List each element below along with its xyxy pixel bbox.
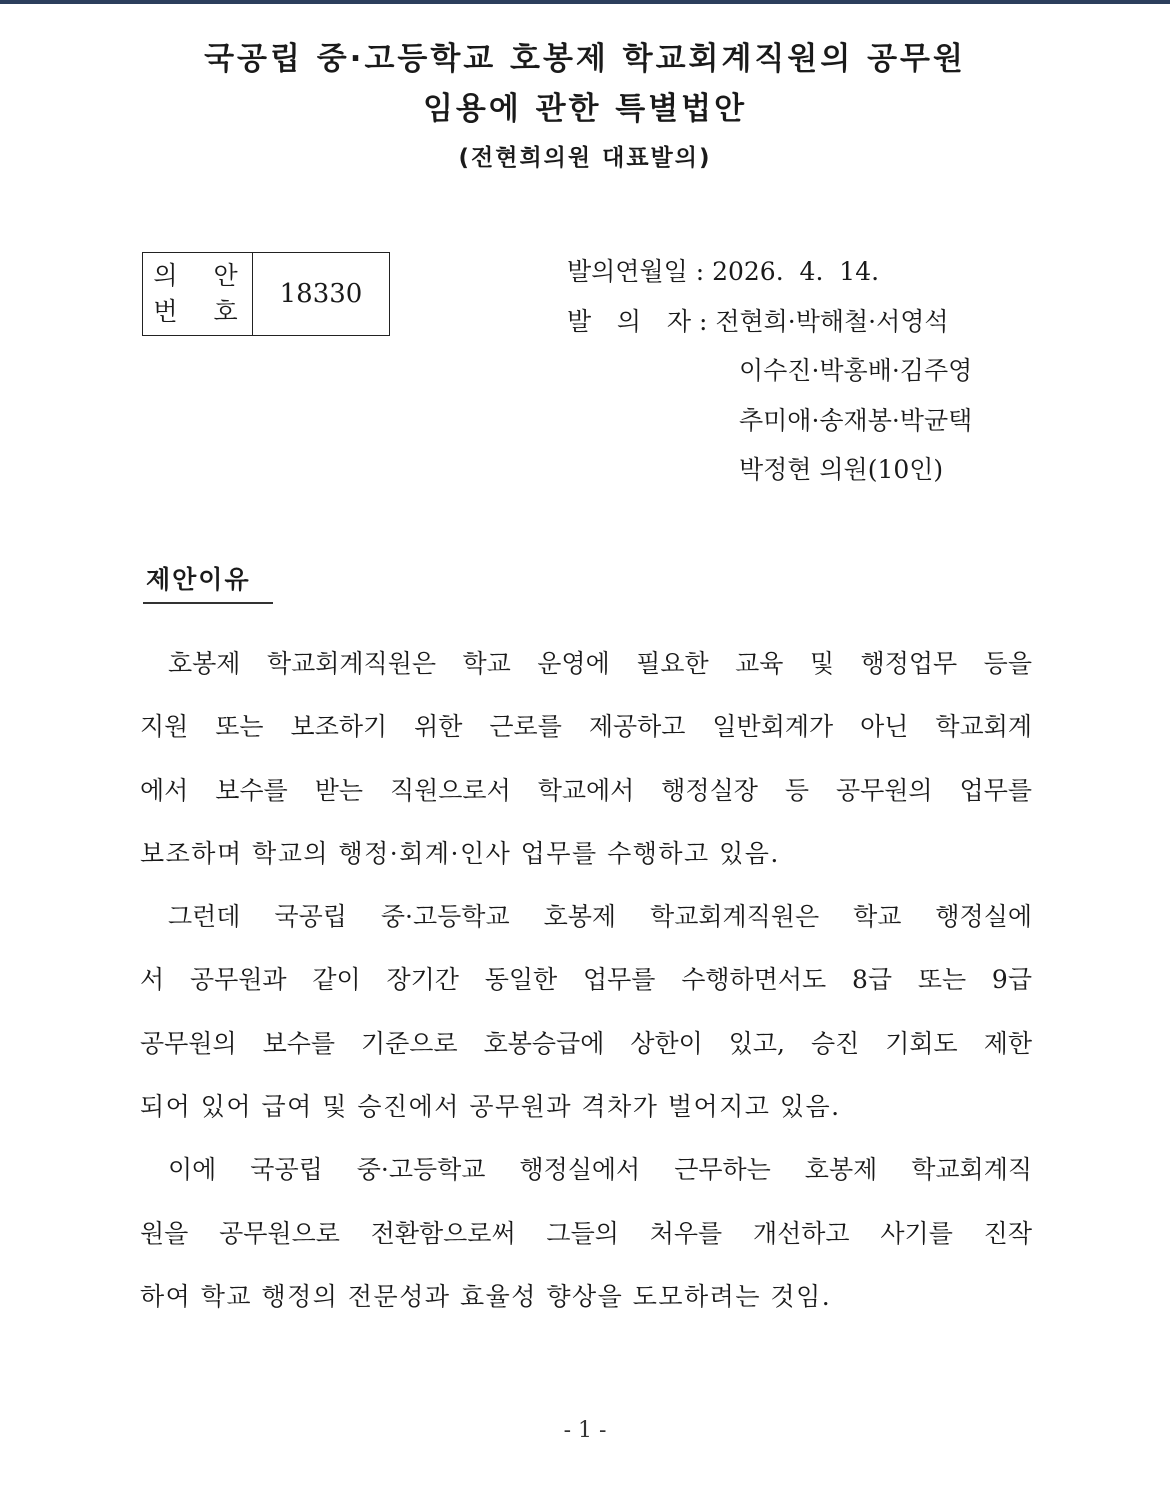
bill-title-line-1: 국공립 중·고등학교 호봉제 학교회계직원의 공무원 xyxy=(204,41,966,77)
proposer-row-continued xyxy=(567,396,972,446)
bill-metadata xyxy=(567,247,972,495)
top-border xyxy=(0,0,1170,4)
paragraph-line: 이에 국공립 중·고등학교 행정실에서 근무하는 호봉제 학교회계직 xyxy=(168,1155,1032,1185)
date-colon: : xyxy=(687,257,713,286)
paragraph-line: 지원 또는 보조하기 위한 근로를 제공하고 일반회계가 아닌 학교회계 xyxy=(140,712,1032,742)
date-value: 2026. 4. 14. xyxy=(712,257,880,286)
proposer-label-char: 자 xyxy=(666,306,691,336)
bill-number-value: 18330 xyxy=(279,279,363,309)
paragraph-line: 되어 있어 급여 및 승진에서 공무원과 격차가 벌어지고 있음. xyxy=(140,1092,841,1122)
paragraph-line: 하여 학교 행정의 전문성과 효율성 향상을 도모하려는 것임. xyxy=(140,1281,832,1311)
proposer-row-continued xyxy=(567,445,972,495)
paragraph-line: 보조하며 학교의 행정·회계·인사 업무를 수행하고 있음. xyxy=(140,838,780,868)
proposer-colon: : xyxy=(691,306,716,336)
bill-number-label-line-2: 번 호 xyxy=(153,297,252,326)
proposer-line: 전현희·박해철·서영석 xyxy=(715,306,949,336)
proposer-row-continued xyxy=(567,346,972,396)
bill-title-block xyxy=(0,34,1170,178)
page-number: - 1 - xyxy=(563,1418,607,1443)
bill-number-label-line-1: 의 안 xyxy=(153,261,252,290)
proposer-line: 추미애·송재봉·박균택 xyxy=(739,405,973,435)
bill-title-line-2: 임용에 관한 특별법안 xyxy=(422,91,748,127)
proposer-label-char: 의 xyxy=(616,306,642,336)
date-row xyxy=(567,247,972,297)
paragraph-line: 서 공무원과 같이 장기간 동일한 업무를 수행하면서도 8급 또는 9급 xyxy=(140,965,1032,995)
proposer-label xyxy=(567,297,691,347)
bill-number-label xyxy=(143,253,253,335)
paragraph-line: 호봉제 학교회계직원은 학교 운영에 필요한 교육 및 행정업무 등을 xyxy=(168,649,1032,678)
paragraph-line: 원을 공무원으로 전환함으로써 그들의 처우를 개선하고 사기를 진작 xyxy=(140,1218,1032,1248)
proposer-line: 박정현 의원(10인) xyxy=(739,455,944,484)
section-heading: 제안이유 xyxy=(146,565,251,594)
section-heading-underline xyxy=(143,602,273,604)
proposal-reason-body xyxy=(140,632,1032,1328)
proposer-row xyxy=(567,297,972,347)
bill-number-box xyxy=(142,252,390,336)
date-label: 발의연월일 xyxy=(567,257,688,286)
bill-sponsor: (전현희의원 대표발의) xyxy=(458,145,712,171)
proposer-label-char: 발 xyxy=(567,306,592,336)
paragraph-line: 공무원의 보수를 기준으로 호봉승급에 상한이 있고, 승진 기회도 제한 xyxy=(140,1028,1032,1058)
proposer-line: 이수진·박홍배·김주영 xyxy=(739,356,973,385)
paragraph-line: 에서 보수를 받는 직원으로서 학교에서 행정실장 등 공무원의 업무를 xyxy=(140,775,1032,805)
paragraph-line: 그런데 국공립 중·고등학교 호봉제 학교회계직원은 학교 행정실에 xyxy=(168,902,1032,932)
